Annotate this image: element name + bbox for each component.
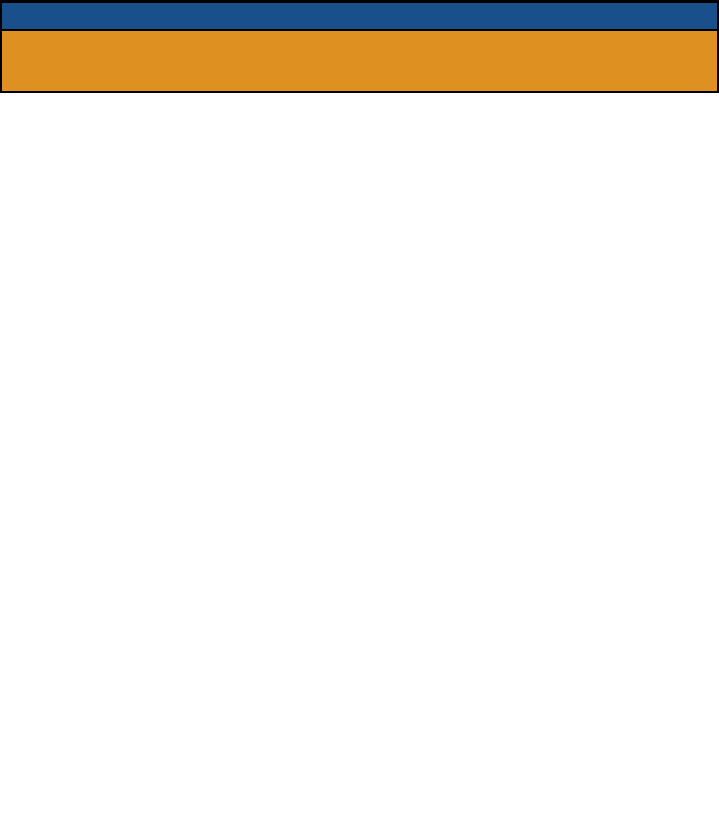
table-footer [0, 93, 719, 96]
table-title-bar [2, 3, 717, 31]
column-header-row [2, 31, 717, 91]
table-top-block [0, 0, 719, 91]
